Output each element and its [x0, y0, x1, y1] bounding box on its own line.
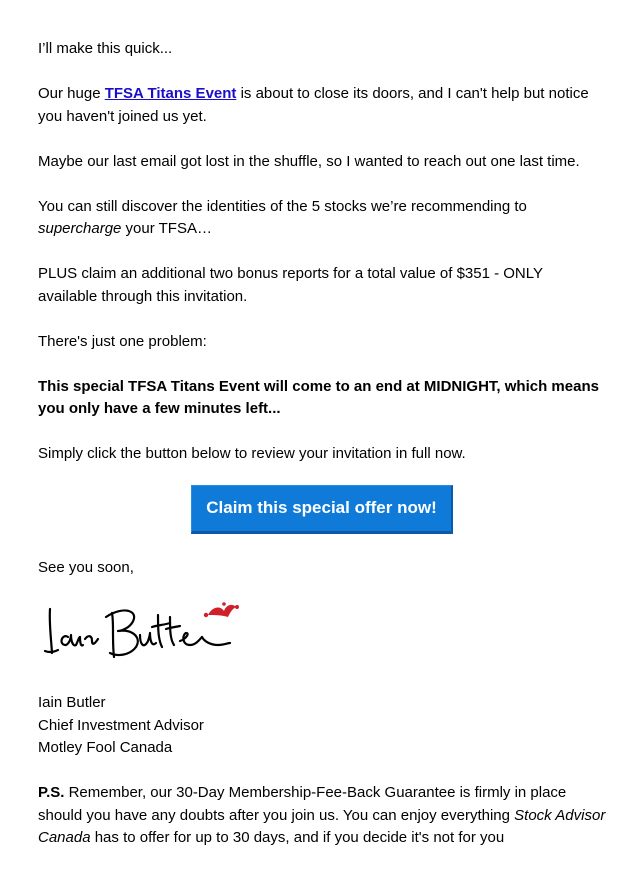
email-body — [38, 38, 606, 872]
tfsa-titans-event-link[interactable]: TFSA Titans Event — [104, 85, 237, 102]
stocks-text-after: your TFSA… — [121, 220, 212, 237]
ps-text-after: has to offer for up to 30 days, and if you decide it's not for you — [90, 829, 505, 846]
intro-paragraph: I’ll make this quick... — [38, 40, 173, 57]
ps-paragraph — [38, 782, 606, 850]
stocks-paragraph — [38, 196, 606, 241]
signer-company: Motley Fool Canada — [38, 739, 173, 756]
signer-title: Chief Investment Advisor — [38, 716, 204, 734]
event-paragraph — [38, 83, 606, 128]
cta-container — [38, 485, 606, 531]
signer-block — [38, 692, 606, 760]
ps-emphasis: Stock Advisor Canada — [38, 806, 606, 846]
event-text-before: Our huge — [38, 85, 105, 102]
bonus-paragraph: PLUS claim an additional two bonus reports for a total value of $351 - ONLY available through this invitation. — [38, 265, 543, 305]
event-text-after: is about to close its doors, and I can't help but notice you haven't joined us yet. — [38, 85, 589, 125]
problem-paragraph: There's just one problem: — [38, 332, 207, 350]
stocks-emphasis: supercharge — [38, 220, 122, 237]
ps-label: P.S. — [38, 784, 65, 801]
closing-line: See you soon, — [38, 558, 134, 576]
claim-offer-button[interactable]: Claim this special offer now! — [191, 485, 453, 534]
stocks-text-before: You can still discover the identities of the 5 stocks we’re recommending to — [38, 197, 527, 215]
jester-cap-icon — [204, 602, 239, 617]
instruction-paragraph: Simply click the button below to review your invitation in full now. — [38, 445, 466, 462]
ps-text-before: Remember, our 30-Day Membership-Fee-Back Guarantee is firmly in place should you have any doubts after you join us. You can enjoy everything — [38, 784, 567, 824]
signer-name: Iain Butler — [38, 694, 106, 711]
deadline-paragraph: This special TFSA Titans Event will come to an end at MIDNIGHT, which means you only have a few minutes left... — [38, 377, 599, 417]
signature-image — [40, 593, 240, 663]
last-email-paragraph: Maybe our last email got lost in the shuffle, so I wanted to reach out one last time. — [38, 152, 580, 170]
